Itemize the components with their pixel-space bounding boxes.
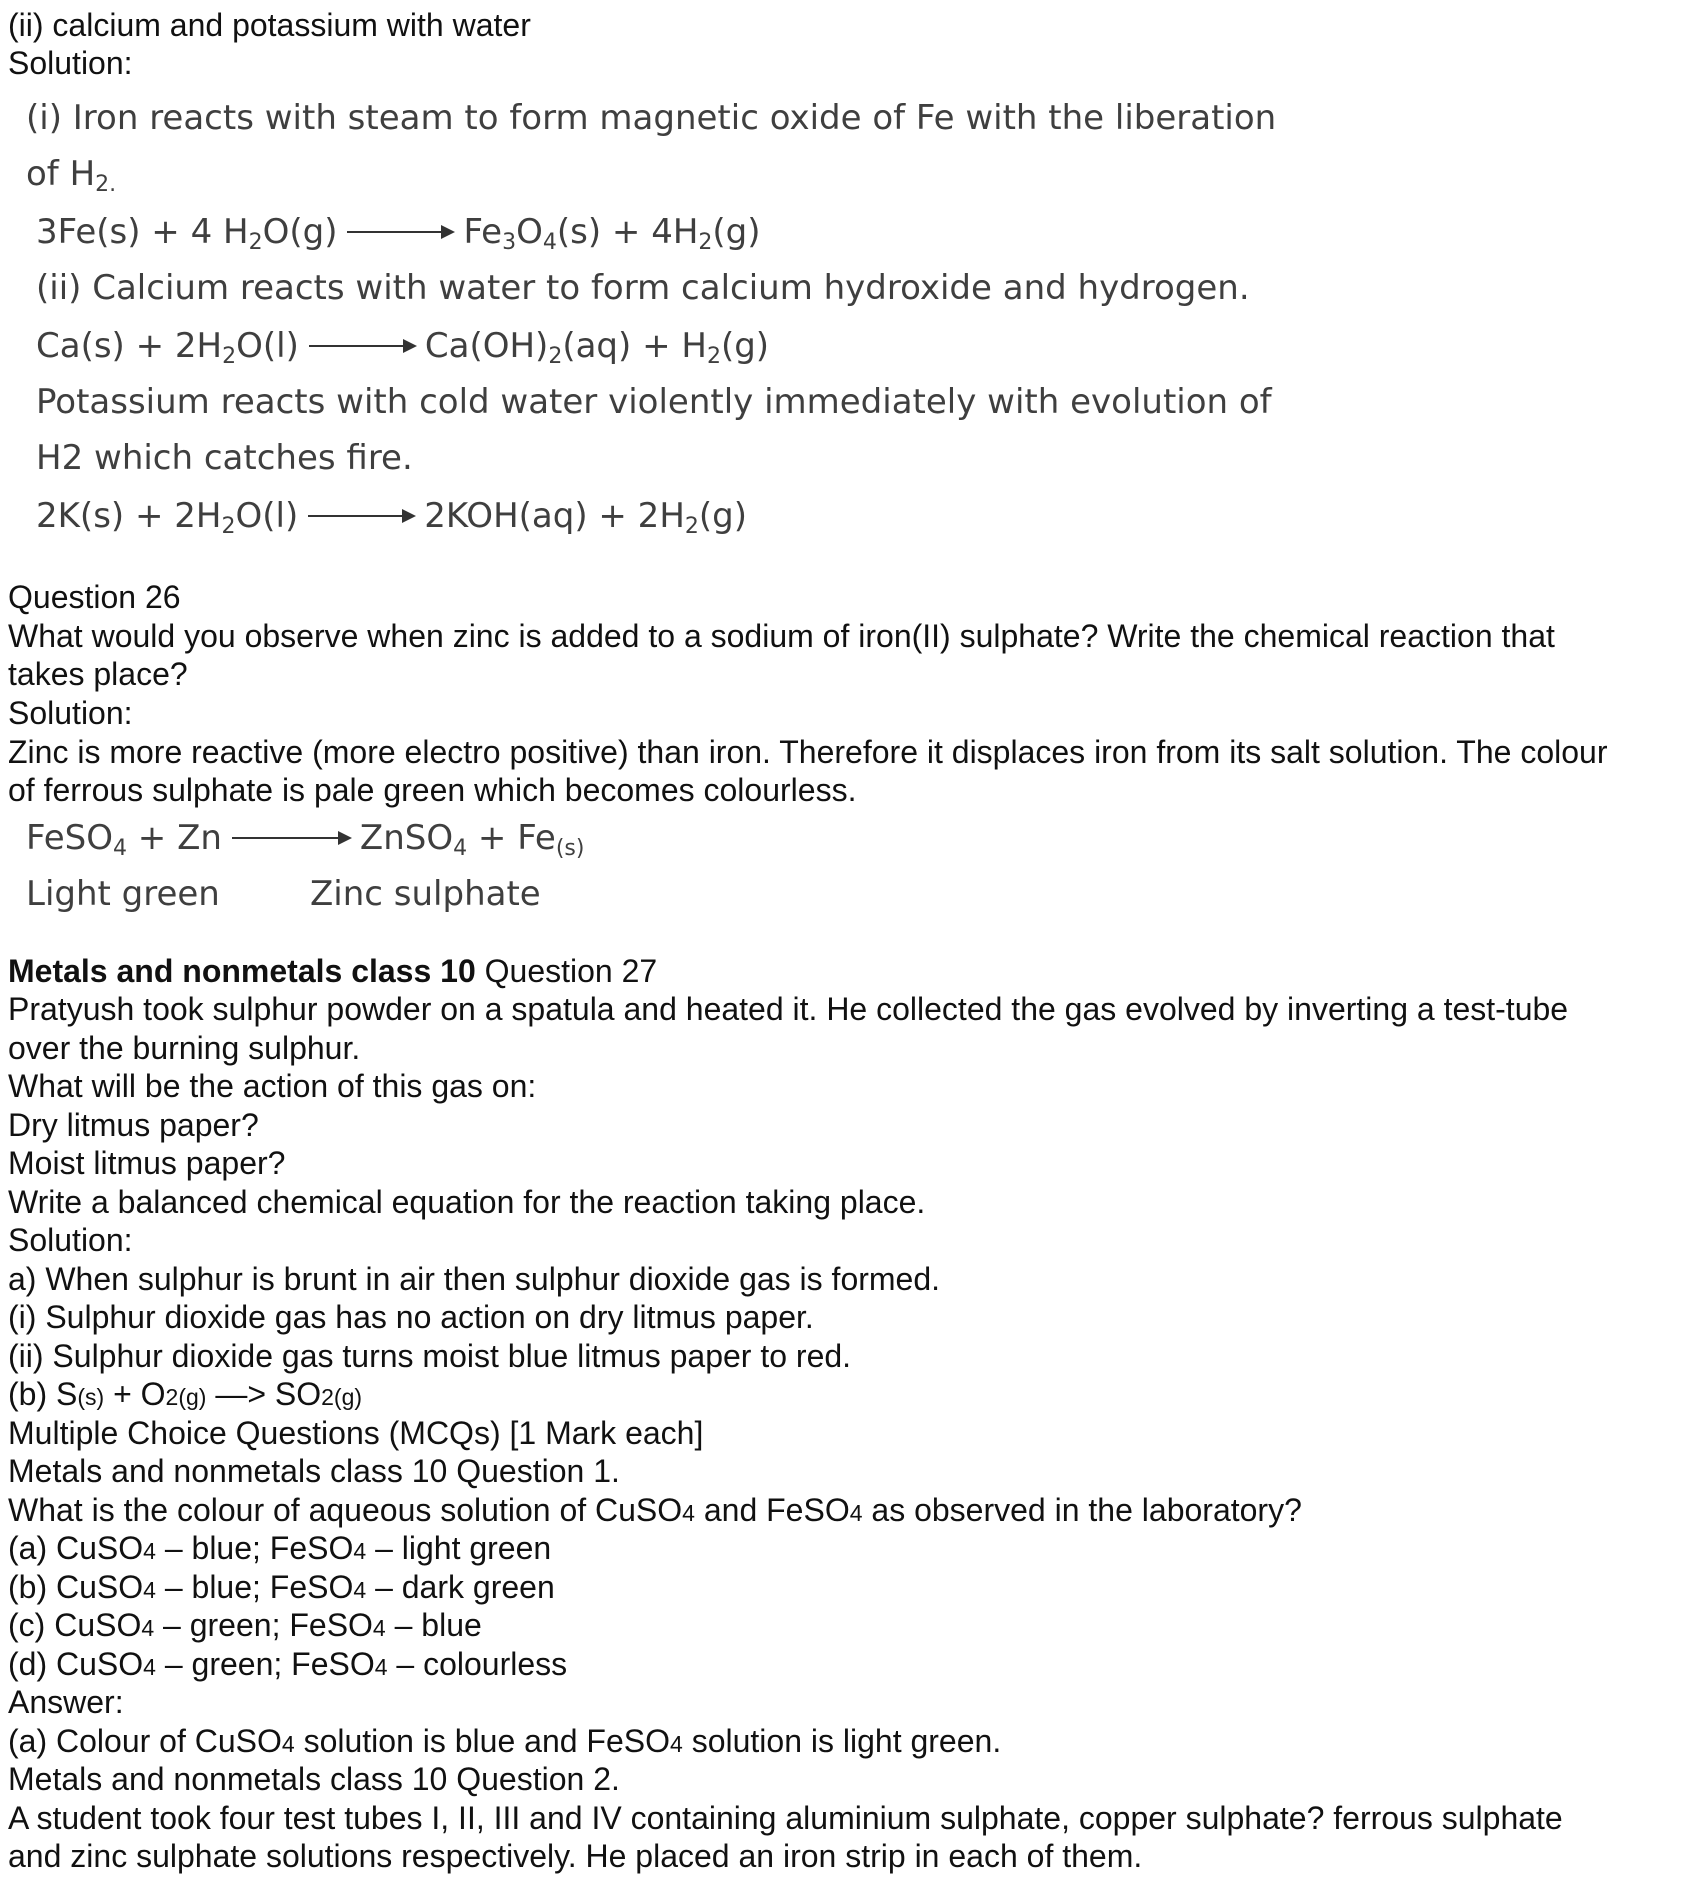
q25-part-ii: (ii) calcium and potassium with water xyxy=(8,7,531,43)
eq3-reactants: $2K(s) + 2H_2O(l)$ xyxy=(36,496,299,539)
q27-solution-label: Solution: xyxy=(8,1222,133,1258)
mcq-q1-heading: Metals and nonmetals class 10 Question 1. xyxy=(8,1453,620,1489)
q27-question-3: What will be the action of this gas on: xyxy=(8,1068,537,1104)
eq1-reactants: 3Fe(s) + 4 $H_2O(g)$ xyxy=(36,212,338,255)
solution-label: Solution: xyxy=(8,45,133,81)
eq2-products: $Ca(OH)_2(aq) + H_2(g)$ xyxy=(424,326,770,369)
of-h2-text: of $H_{2.}$ xyxy=(26,154,117,197)
mcq-answer-label: Answer: xyxy=(8,1684,124,1720)
mcq-q1-option-c: (c) CuSO4 – green; FeSO4 – blue xyxy=(8,1607,482,1643)
reaction-arrow-icon xyxy=(232,837,350,839)
q26-answer-2: of ferrous sulphate is pale green which becomes colourless. xyxy=(8,772,857,808)
q27-answer-i: (i) Sulphur dioxide gas has no action on dry litmus paper. xyxy=(8,1299,814,1335)
zinc-sulphate-label: Zinc sulphate xyxy=(310,874,541,914)
potassium-text-1: Potassium reacts with cold water violently immediately with evolution of xyxy=(36,382,1272,422)
mcq-q1-option-d: (d) CuSO4 – green; FeSO4 – colourless xyxy=(8,1646,568,1682)
calcium-water-equation xyxy=(36,324,769,368)
mcq-q1-option-b: (b) CuSO4 – blue; FeSO4 – dark green xyxy=(8,1569,555,1605)
zinc-iron-equation xyxy=(26,816,584,860)
eq2-reactants: $Ca(s) + 2H_2O(l)$ xyxy=(36,326,299,369)
calcium-water-text: (ii) Calcium reacts with water to form calcium hydroxide and hydrogen. xyxy=(36,268,1250,308)
q27-question-1: Pratyush took sulphur powder on a spatula and heated it. He collected the gas evolved by inverting a test-tube xyxy=(8,991,1569,1027)
q26-answer-1: Zinc is more reactive (more electro positive) than iron. Therefore it displaces iron from its salt solution. The colour xyxy=(8,734,1608,770)
q26-heading: Question 26 xyxy=(8,579,181,615)
mcq-q2-text-1: A student took four test tubes I, II, III and IV containing aluminium sulphate, copper sulphate? ferrous sulphate xyxy=(8,1800,1563,1836)
reaction-arrow-icon xyxy=(347,231,453,233)
q26-question-1: What would you observe when zinc is added to a sodium of iron(II) sulphate? Write the chemical reaction that xyxy=(8,618,1555,654)
q26-solution-label: Solution: xyxy=(8,695,133,731)
iron-steam-text: (i) Iron reacts with steam to form magnetic oxide of Fe with the liberation xyxy=(26,98,1277,138)
q27-question-2: over the burning sulphur. xyxy=(8,1030,361,1066)
potassium-text-2: H2 which catches fire. xyxy=(36,438,413,478)
mcq-section-title: Multiple Choice Questions (MCQs) [1 Mark each] xyxy=(8,1415,704,1451)
eq1-products: $Fe_3O_4(s) + 4H_2(g)$ xyxy=(463,212,761,255)
potassium-water-equation xyxy=(36,494,747,538)
eq3-products: $2KOH(aq) + 2H_2(g)$ xyxy=(424,496,748,539)
reaction-arrow-icon xyxy=(308,515,414,517)
mcq-q1-option-a: (a) CuSO4 – blue; FeSO4 – light green xyxy=(8,1530,552,1566)
mcq-q2-text-2: and zinc sulphate solutions respectively. He placed an iron strip in each of them. xyxy=(8,1838,1143,1874)
mcq-q1-text: What is the colour of aqueous solution of CuSO4 and FeSO4 as observed in the laboratory? xyxy=(8,1492,1302,1528)
q26-products: ZnSO$_4$ + $Fe_{(s)}$ xyxy=(359,818,585,861)
iron-steam-equation xyxy=(36,210,761,254)
reaction-arrow-icon xyxy=(309,345,415,347)
q26-question-2: takes place? xyxy=(8,656,188,692)
q27-answer-ii: (ii) Sulphur dioxide gas turns moist blue litmus paper to red. xyxy=(8,1338,852,1374)
light-green-label: Light green xyxy=(26,874,220,914)
mcq-q1-answer: (a) Colour of CuSO4 solution is blue and FeSO4 solution is light green. xyxy=(8,1723,1002,1759)
q27-heading: Metals and nonmetals class 10 Question 27 xyxy=(8,953,658,989)
mcq-q2-heading: Metals and nonmetals class 10 Question 2. xyxy=(8,1761,620,1797)
q27-question-4: Dry litmus paper? xyxy=(8,1107,259,1143)
q27-question-6: Write a balanced chemical equation for the reaction taking place. xyxy=(8,1184,926,1220)
q27-question-5: Moist litmus paper? xyxy=(8,1145,286,1181)
q27-answer-b: (b) S(s) + O2(g) —> SO2(g) xyxy=(8,1376,363,1412)
q26-reactants: FeSO$_4$ + Zn xyxy=(26,818,222,861)
q27-answer-a: a) When sulphur is brunt in air then sulphur dioxide gas is formed. xyxy=(8,1261,941,1297)
